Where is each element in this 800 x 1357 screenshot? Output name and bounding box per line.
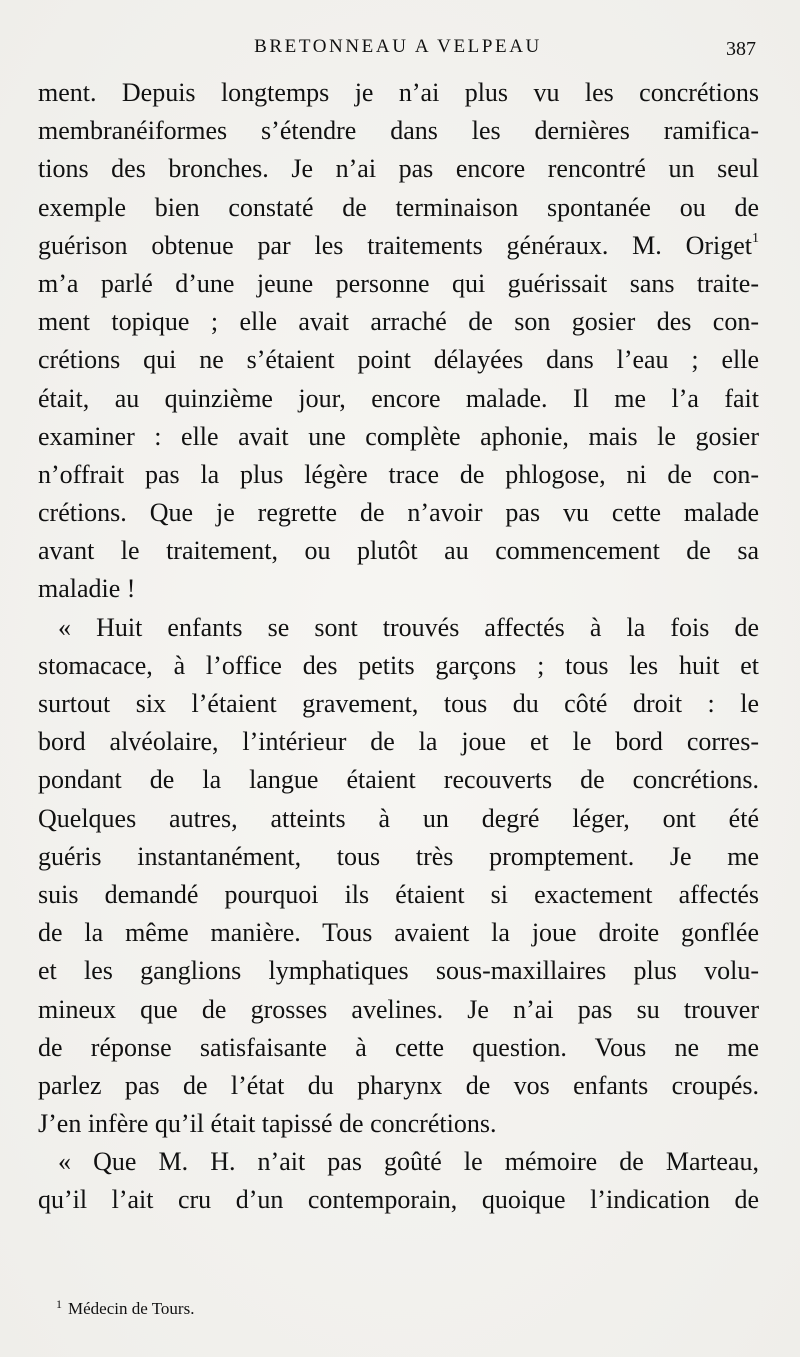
text-line: et les ganglions lymphatiques sous-maxillaires plus volu- bbox=[38, 956, 759, 986]
text-line: mineux que de grosses avelines. Je n’ai pas su trouver bbox=[38, 994, 759, 1024]
body-text bbox=[38, 74, 759, 1220]
text-line: avant le traitement, ou plutôt au commencement de sa bbox=[38, 536, 759, 566]
text-line: pondant de la langue étaient recouverts de concrétions. bbox=[38, 765, 759, 795]
text-line: membranéiformes s’étendre dans les dernières ramifica- bbox=[38, 116, 759, 146]
text-line: qu’il l’ait cru d’un contemporain, quoique l’indication de bbox=[38, 1185, 759, 1215]
text-line: guéris instantanément, tous très promptement. Je me bbox=[38, 841, 759, 871]
text-line: ment. Depuis longtemps je n’ai plus vu les concrétions bbox=[38, 78, 759, 107]
text-line-with-footnote bbox=[38, 227, 759, 265]
text-line: « Huit enfants se sont trouvés affectés à la fois de bbox=[58, 612, 759, 642]
text-line: crétions qui ne s’étaient point délayées dans l’eau ; elle bbox=[38, 345, 759, 375]
text-line: n’offrait pas la plus légère trace de phlogose, ni de con- bbox=[38, 459, 759, 489]
text-line-segment: guérison obtenue par les traitements généraux. M. Origet bbox=[38, 230, 752, 260]
text-line: examiner : elle avait une complète aphonie, mais le gosier bbox=[38, 421, 759, 451]
text-line: était, au quinzième jour, encore malade. Il me l’a fait bbox=[38, 383, 759, 413]
text-line: m’a parlé d’une jeune personne qui guérissait sans traite- bbox=[38, 268, 759, 298]
text-line: bord alvéolaire, l’intérieur de la joue et le bord corres- bbox=[38, 727, 759, 757]
text-line: tions des bronches. Je n’ai pas encore rencontré un seul bbox=[38, 154, 759, 184]
text-line: J’en infère qu’il était tapissé de concrétions. bbox=[38, 1109, 497, 1139]
footnote-number: 1 bbox=[56, 1297, 62, 1311]
page-number: 387 bbox=[726, 38, 756, 60]
text-line: Quelques autres, atteints à un degré léger, ont été bbox=[38, 803, 759, 833]
running-head: BRETONNEAU A VELPEAU bbox=[254, 36, 542, 57]
page-header bbox=[38, 34, 758, 64]
text-line: parlez pas de l’état du pharynx de vos enfants croupés. bbox=[38, 1070, 759, 1100]
text-line: de la même manière. Tous avaient la joue droite gonflée bbox=[38, 918, 759, 948]
text-line: stomacace, à l’office des petits garçons ; tous les huit et bbox=[38, 650, 759, 680]
footnote bbox=[56, 1297, 194, 1319]
footnote-reference: 1 bbox=[752, 230, 759, 246]
text-line: ment topique ; elle avait arraché de son gosier des con- bbox=[38, 307, 759, 337]
text-line: de réponse satisfaisante à cette question. Vous ne me bbox=[38, 1032, 759, 1062]
text-line: maladie ! bbox=[38, 574, 136, 604]
text-line: crétions. Que je regrette de n’avoir pas vu cette malade bbox=[38, 498, 759, 528]
text-line: « Que M. H. n’ait pas goûté le mémoire de Marteau, bbox=[58, 1147, 759, 1177]
footnote-text: Médecin de Tours. bbox=[68, 1299, 195, 1318]
text-line: surtout six l’étaient gravement, tous du côté droit : le bbox=[38, 689, 759, 718]
text-line: suis demandé pourquoi ils étaient si exactement affectés bbox=[38, 879, 759, 909]
text-line: exemple bien constaté de terminaison spontanée ou de bbox=[38, 192, 759, 222]
